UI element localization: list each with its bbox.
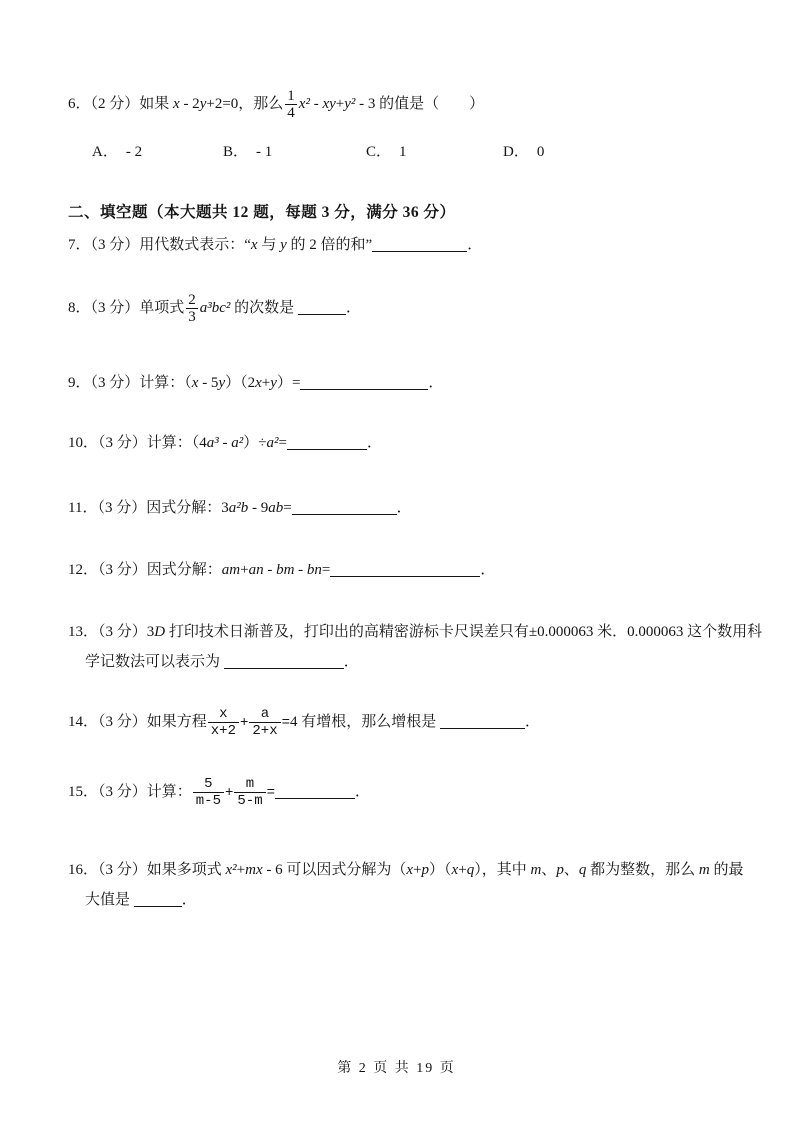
math-text: mx [245,862,263,878]
question-text: 的 2 倍的和” [286,237,373,253]
page-footer: 第 2 页 共 19 页 [337,1061,456,1076]
math-text: y² [344,95,356,112]
question-text: - 2 [179,95,200,112]
question-text: ． [181,892,197,908]
question-text: ． [428,375,444,391]
fraction: $\frac{x}{x+2}$ [208,706,239,739]
question-text: + [224,784,234,801]
question-7 [68,234,482,256]
answer-blank [298,309,346,315]
question-text: 大值是 [85,892,134,908]
question-text: ． [366,435,382,451]
question-text: - [218,435,232,451]
math-text: p [556,862,564,878]
fraction: $\frac{5}{m-5}$ [193,776,224,809]
answer-blank [440,723,525,729]
question-text: 6．（2 分）如果 [68,95,174,112]
question-text: 12．（3 分）因式分解： [68,562,222,578]
question-text: 13．（3 分）3 [68,624,155,640]
math-text: D [154,624,166,640]
math-text: a²b [228,500,249,516]
question-text: - 6 可以因式分解为（ [262,862,407,878]
option-c [366,141,407,163]
math-text: x [173,95,180,112]
math-text: y [199,95,207,112]
math-text: q [466,862,475,878]
question-text: +2=0，那么 [206,95,284,112]
option-d-label: D． [503,144,529,160]
math-text: x [255,375,262,391]
answer-blank [134,901,182,907]
fraction: $\frac{2}{3}$ [188,292,196,325]
question-text: + [261,375,271,391]
question-text: + [236,862,246,878]
question-16-line1 [68,859,743,881]
question-6 [68,88,484,121]
option-d [503,141,544,163]
question-12 [68,559,495,581]
question-text: ． [345,299,361,316]
answer-blank [287,444,367,450]
question-text: ． [355,783,371,800]
math-text: x [406,862,414,878]
option-c-value: 1 [399,144,407,160]
question-text: ）÷ [243,435,267,451]
question-text: ． [480,562,496,578]
math-text: y [218,375,226,391]
fraction: $\frac{a}{2+x}$ [249,706,280,739]
answer-blank [292,509,397,515]
math-text: x [250,237,258,253]
answer-blank [372,246,467,252]
question-text: 、 [541,862,557,878]
answer-blank [330,571,480,577]
question-text: 、 [563,862,579,878]
question-text: ）= [276,375,301,391]
question-text: 15．（3 分）计算： [68,783,192,800]
question-text: - [294,562,307,578]
question-text: + [335,95,345,112]
question-11 [68,497,412,519]
question-text: 与 [257,237,281,253]
question-9 [68,372,443,394]
question-text: = [281,714,291,731]
answer-blank [224,663,344,669]
question-text: 的最 [709,862,744,878]
question-text: ）（ [429,862,452,878]
question-text: ． [396,500,412,516]
math-text: a³ [206,435,219,451]
section-2-header: 二、填空题（本大题共 12 题，每题 3 分，满分 36 分） [68,204,456,221]
math-text: y [270,375,277,391]
math-text: a² [266,435,279,451]
option-a-label: A． [92,144,118,160]
math-text: am [221,562,241,578]
question-text: + [240,562,249,578]
option-b-value: - 1 [256,144,273,160]
option-b [223,141,272,163]
question-text: ），其中 [474,862,531,878]
question-text: + [413,862,422,878]
math-text: an [248,562,264,578]
fraction: $\frac{1}{4}$ [287,88,295,121]
question-text: 4 有增根，那么增根是 [290,713,441,730]
question-text: 7．（3 分）用代数式表示：“ [68,237,251,253]
option-a [92,141,142,163]
question-text: = [266,784,276,801]
question-14 [68,706,540,739]
math-text: a³bc² [199,299,231,316]
question-text: 的次数是 [230,299,298,316]
question-13-line1 [68,621,762,643]
math-text: q [578,862,587,878]
math-text: a² [231,435,244,451]
answer-blank [300,384,428,390]
fraction: $\frac{m}{5-m}$ [234,776,265,809]
question-text: 学记数法可以表示为 [85,654,224,670]
question-text: + [458,862,467,878]
option-c-label: C． [366,144,392,160]
question-text: ． [467,237,483,253]
question-text: - [263,562,277,578]
question-8 [68,292,361,325]
question-text: ． [343,654,359,670]
question-text: 14．（3 分）如果方程 [68,713,207,730]
option-d-value: 0 [536,144,545,160]
question-text: = [278,435,287,451]
question-text: - 3 的值是（ ） [355,95,485,112]
question-text: ）（2 [225,375,256,391]
question-15 [68,776,370,809]
question-text: 11．（3 分）因式分解：3 [68,500,229,516]
question-6-options [68,141,728,163]
math-text: m [530,862,542,878]
question-text: 8．（3 分）单项式 [68,299,185,316]
question-text: ． [525,713,541,730]
math-text: p [421,862,430,878]
question-text: - 9 [248,500,269,516]
math-text: bm [276,562,295,578]
question-text: 10．（3 分）计算：（4 [68,435,207,451]
question-text: - 5 [198,375,219,391]
question-text: 16．（3 分）如果多项式 [68,862,226,878]
question-16-line2 [85,889,197,911]
math-text: x [451,862,459,878]
math-text: x² [298,95,310,112]
math-text: xy [322,95,336,112]
question-10 [68,432,382,454]
option-b-label: B． [223,144,249,160]
question-text: = [321,562,331,578]
option-a-value: - 2 [125,144,143,160]
math-text: m [698,862,710,878]
question-text: 都为整数，那么 [586,862,699,878]
math-text: x² [225,862,237,878]
math-text: y [280,237,287,253]
math-text: ab [268,500,284,516]
question-text: + [239,714,249,731]
question-13-line2 [85,651,359,673]
question-text: 9．（3 分）计算：（ [68,375,192,391]
question-text: 打印技术日渐普及，打印出的高精密游标卡尺误差只有±0.000063 米．0.000063 这个数用科 [165,624,763,640]
question-text: = [283,500,292,516]
question-text: - [309,95,323,112]
math-text: x [191,375,199,391]
answer-blank [275,793,355,799]
math-text: bn [306,562,322,578]
